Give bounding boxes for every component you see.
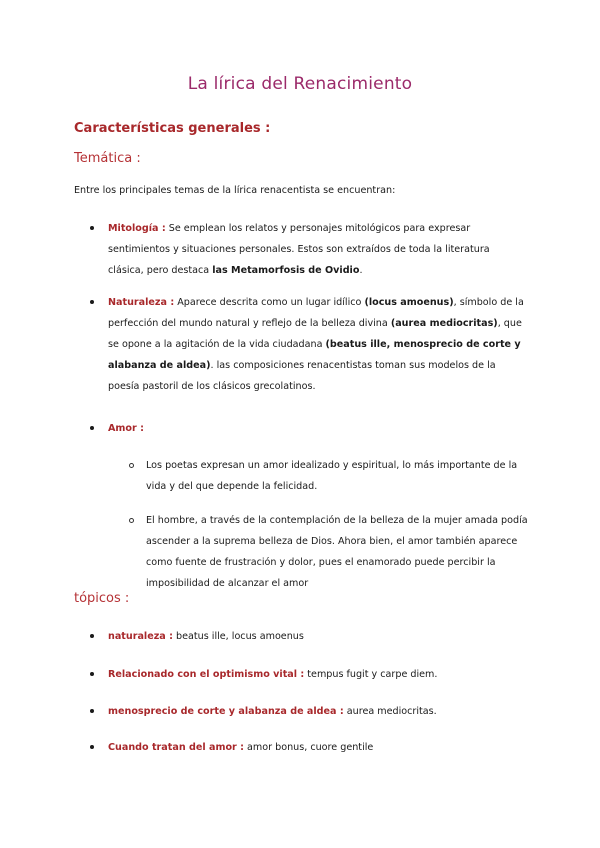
term-mitologia: Mitología : bbox=[108, 223, 166, 234]
naturaleza-text-1: Aparece descrita como un lugar idílico bbox=[174, 297, 365, 308]
tematica-intro: Entre los principales temas de la lírica renacentista se encuentran: bbox=[74, 185, 396, 196]
naturaleza-highlight-1: (locus amoenus) bbox=[364, 297, 454, 308]
topico-text: aurea mediocritas. bbox=[343, 706, 437, 717]
list-item bbox=[108, 737, 528, 758]
topico-term: Relacionado con el optimismo vital : bbox=[108, 669, 305, 680]
topico-text: beatus ille, locus amoenus bbox=[172, 631, 304, 642]
topico-text: tempus fugit y carpe diem. bbox=[304, 669, 438, 680]
mitologia-text: Se emplean los relatos y personajes mitológicos para expresar sentimientos y situaciones personales. Estos son extraídos de toda la literatura clásica, pero destaca bbox=[108, 223, 490, 276]
topicos-heading: tópicos : bbox=[74, 591, 130, 606]
naturaleza-text-3: , que se opone a la agitación de la vida ciudadana bbox=[108, 318, 522, 350]
list-item-mitologia bbox=[108, 218, 528, 281]
topico-term: menosprecio de corte y alabanza de aldea : bbox=[108, 706, 344, 717]
term-amor: Amor : bbox=[108, 423, 144, 434]
topico-text: amor bonus, cuore gentile bbox=[243, 742, 374, 753]
sublist-item: El hombre, a través de la contemplación de la belleza de la mujer amada podía ascender a la suprema belleza de Dios. Ahora bien, el amor también aparece como fuente de frustración y dolor, pues el enamorado puede percibir la imposibilidad de alcanzar el amor bbox=[146, 510, 532, 594]
list-item-naturaleza bbox=[108, 292, 528, 397]
sublist-item: Los poetas expresan un amor idealizado y espiritual, lo más importante de la vida y del que depende la felicidad. bbox=[146, 455, 532, 497]
naturaleza-text-2: , símbolo de la perfección del mundo natural y reflejo de la belleza divina bbox=[108, 297, 524, 329]
mitologia-tail: . bbox=[359, 265, 363, 276]
list-item bbox=[108, 664, 528, 685]
list-item bbox=[108, 626, 528, 647]
section-heading: Características generales : bbox=[74, 121, 271, 136]
naturaleza-highlight-3: (beatus ille, menosprecio de corte y alabanza de aldea) bbox=[108, 339, 521, 371]
page-title: La lírica del Renacimiento bbox=[187, 74, 413, 94]
list-item bbox=[108, 701, 528, 722]
naturaleza-highlight-2: (aurea mediocritas) bbox=[390, 318, 498, 329]
tematica-heading: Temática : bbox=[74, 151, 141, 166]
list-item-amor bbox=[108, 418, 528, 439]
topico-term: Cuando tratan del amor : bbox=[108, 742, 244, 753]
topico-term: naturaleza : bbox=[108, 631, 173, 642]
term-naturaleza: Naturaleza : bbox=[108, 297, 175, 308]
mitologia-highlight: las Metamorfosis de Ovidio bbox=[212, 265, 360, 276]
naturaleza-text-4: . las composiciones renacentistas toman sus modelos de la poesía pastoril de los clásicos grecolatinos. bbox=[108, 360, 496, 392]
